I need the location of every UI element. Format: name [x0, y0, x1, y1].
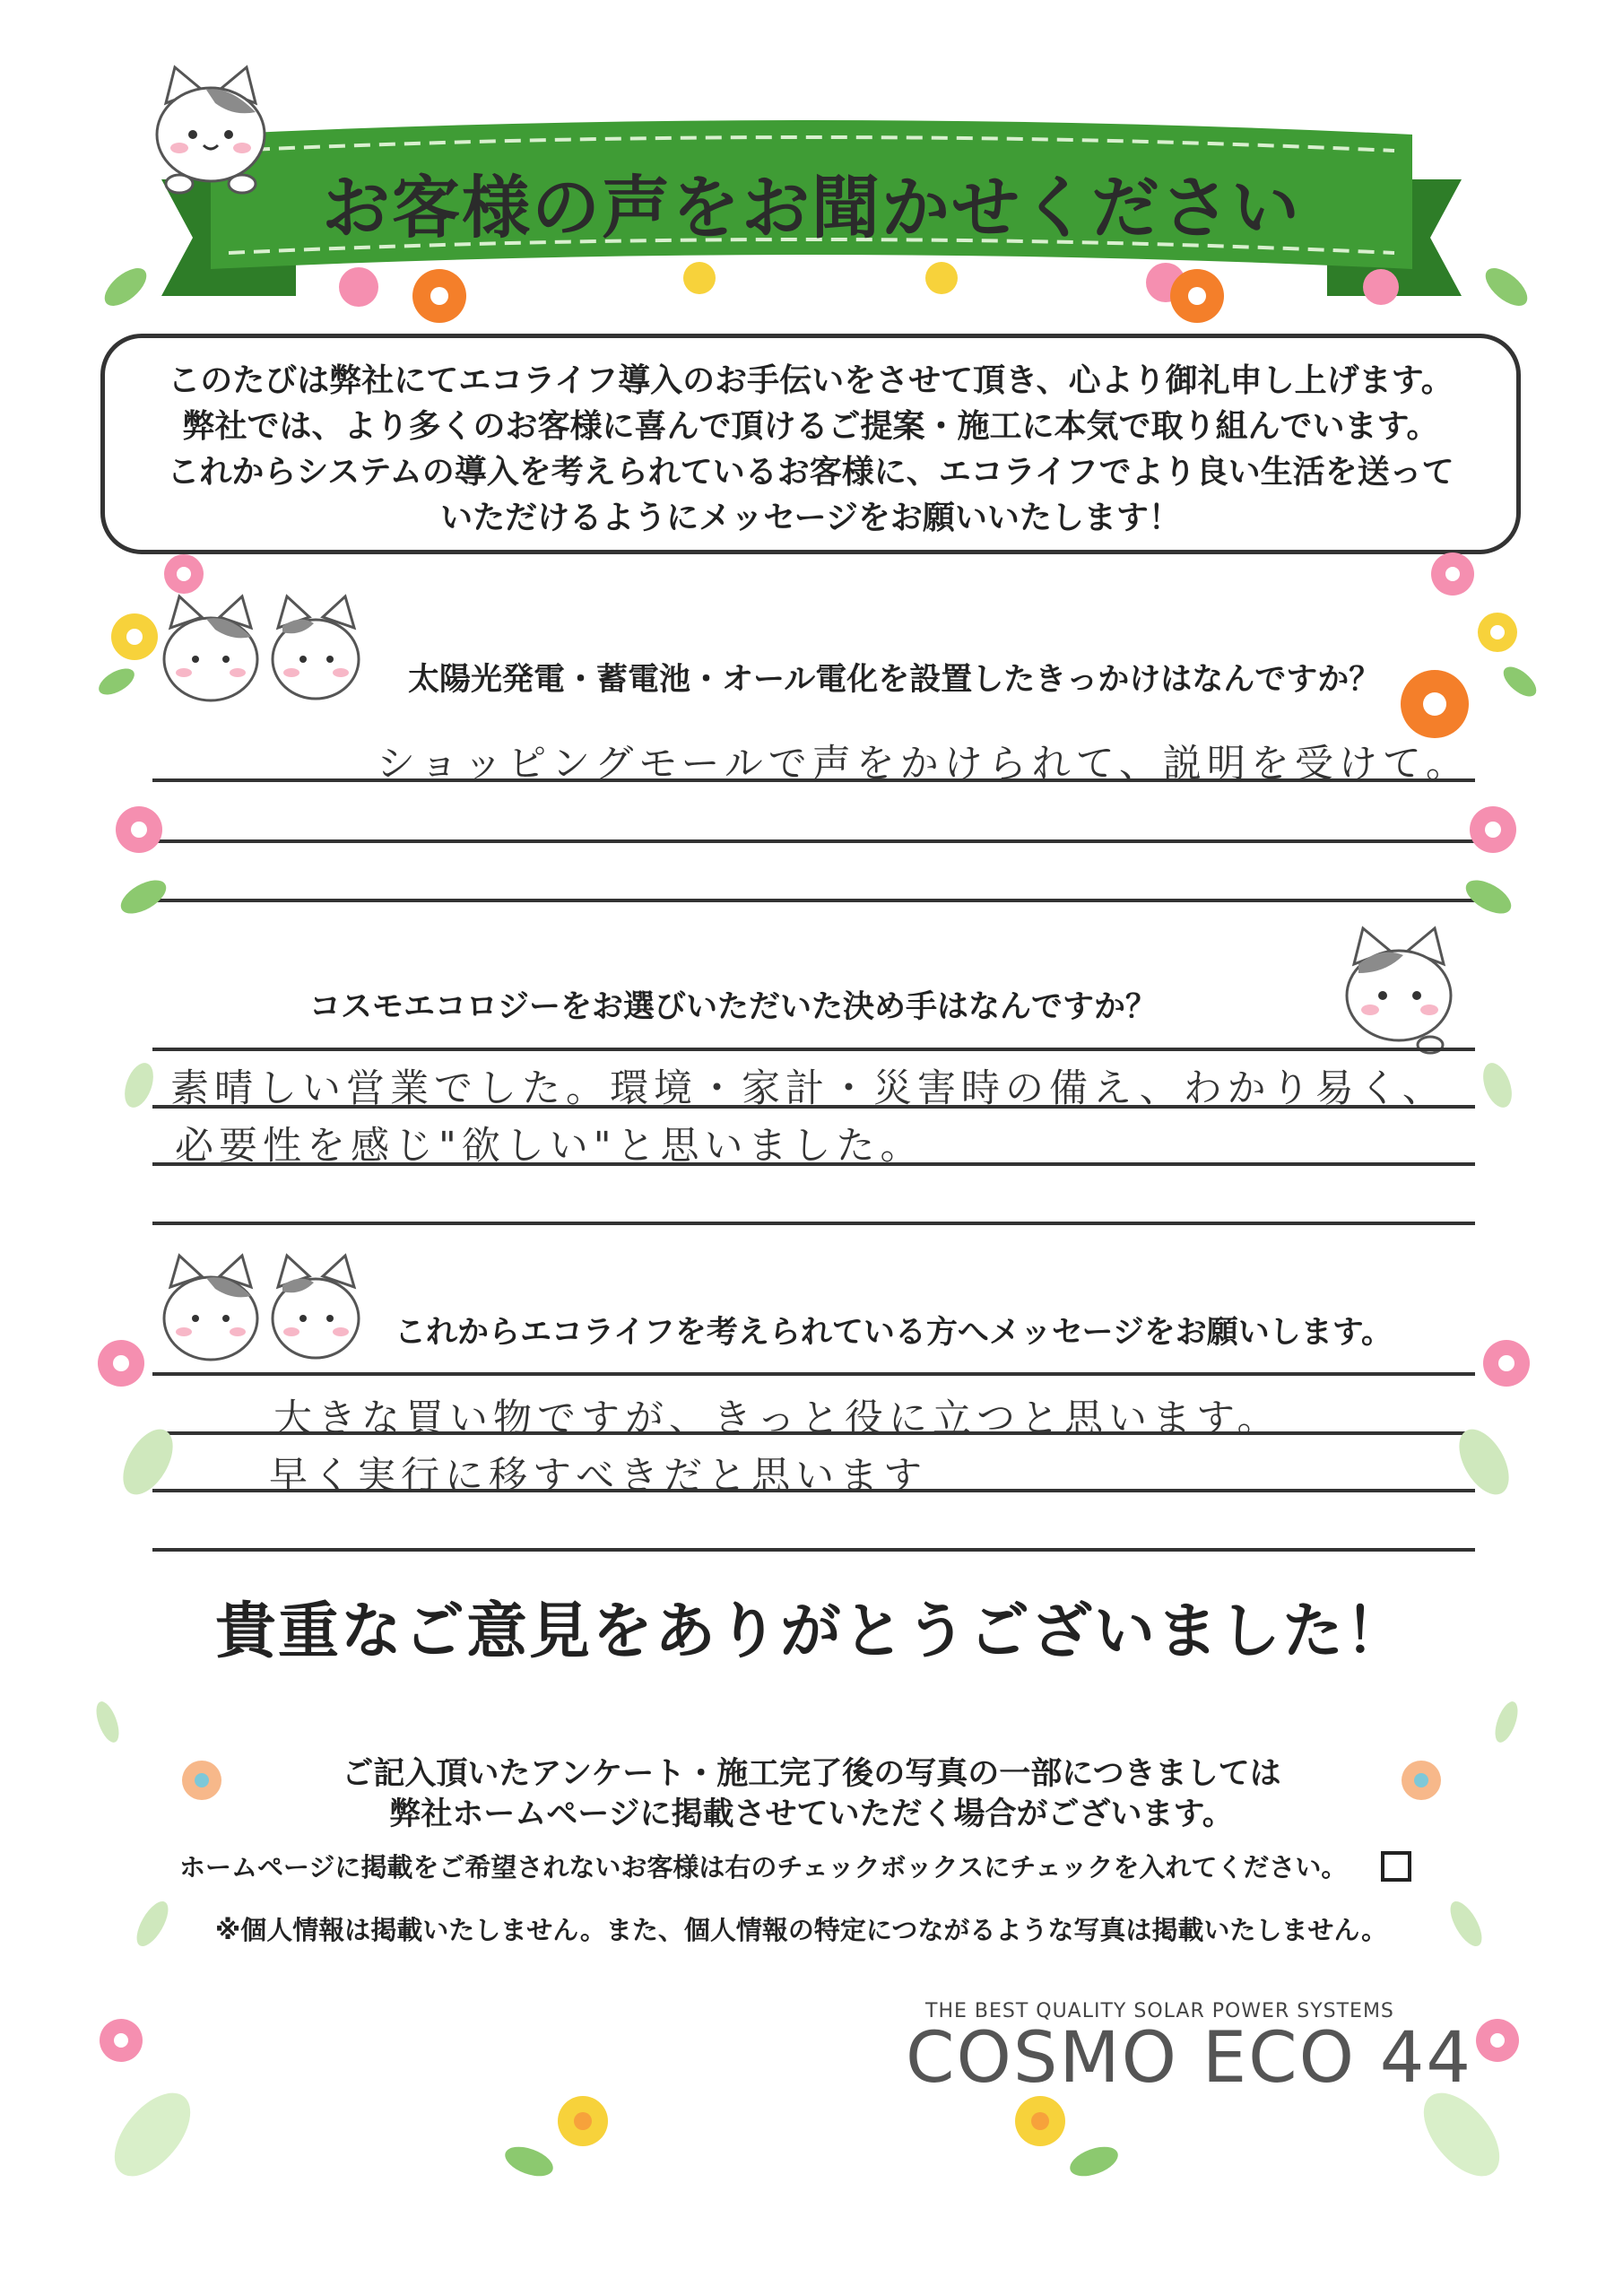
question-1-label: 太陽光発電・蓄電池・オール電化を設置したきっかけはなんですか？ — [408, 662, 1381, 698]
thanks-message: 貴重なご意見をありがとうございました！ — [214, 1596, 1408, 1667]
leaf-icon — [1471, 1058, 1524, 1112]
flower-icon — [90, 1327, 197, 1507]
question-2-label: コスモエコロジーをお選びいただいた決め手はなんですか？ — [309, 989, 1158, 1025]
answer-line — [152, 1048, 1475, 1051]
page-title: お客様の声をお聞かせください — [322, 167, 1301, 248]
answer-line — [152, 899, 1475, 902]
intro-line: 弊社では、より多くのお客様に喜んで頂けるご提案・施工に本気で取り組んでいます。 — [182, 408, 1439, 445]
flower-icon — [1390, 1695, 1533, 2179]
answer-line — [152, 1222, 1475, 1225]
answer-line — [152, 1548, 1475, 1552]
question-3-label: これからエコライフを考えられている方へメッセージをお願いします。 — [395, 1315, 1393, 1351]
cat-pair-icon — [152, 592, 377, 726]
flower-icon — [1390, 547, 1542, 744]
intro-line: これからシステムの導入を考えられているお客様に、エコライフでより良い生活を送って — [167, 454, 1454, 491]
cat-mascot-icon — [1336, 924, 1462, 1058]
flower-icon — [1435, 1327, 1542, 1507]
notice-line-2: 弊社ホームページに掲載させていただく場合がございます。 — [389, 1796, 1234, 1832]
flower-garland-icon — [90, 242, 1542, 341]
answer-1-text: ショッピングモールで声をかけられて、説明を受けて。 — [377, 742, 1470, 787]
answer-line — [152, 839, 1475, 843]
logo-tagline: THE BEST QUALITY SOLAR POWER SYSTEMS — [925, 2000, 1394, 2022]
privacy-note: ※個人情報は掲載いたしません。また、個人情報の特定につながるような写真は掲載いたしません。 — [215, 1915, 1388, 1945]
flower-icon — [90, 1695, 233, 2179]
flower-icon — [1453, 798, 1533, 933]
answer-2-text: 必要性を感じ"欲しい"と思いました。 — [175, 1124, 924, 1169]
leaf-icon — [112, 1058, 166, 1112]
intro-message-box — [100, 334, 1521, 554]
answer-3-text: 早く実行に移すべきだと思います — [269, 1454, 928, 1499]
optout-instruction: ホームページに掲載をご希望されないお客様は右のチェックボックスにチェックを入れてください。 — [179, 1852, 1348, 1883]
answer-3-text: 大きな買い物ですが、きっと役に立つと思います。 — [273, 1396, 1281, 1441]
intro-line: このたびは弊社にてエコライフ導入のお手伝いをさせて頂き、心より御礼申し上げます。 — [168, 362, 1454, 399]
intro-line: いただけるようにメッセージをお願いいたします！ — [440, 500, 1181, 536]
notice-line-1: ご記入頂いたアンケート・施工完了後の写真の一部につきましては — [342, 1756, 1281, 1792]
answer-line — [152, 1372, 1475, 1376]
cat-mascot-icon — [143, 63, 278, 197]
flower-icon — [103, 798, 184, 933]
company-logo: COSMO ECO 44 — [906, 2018, 1473, 2099]
answer-2-text: 素晴しい営業でした。環境・家計・災害時の備え、わかり易く、 — [170, 1066, 1446, 1111]
